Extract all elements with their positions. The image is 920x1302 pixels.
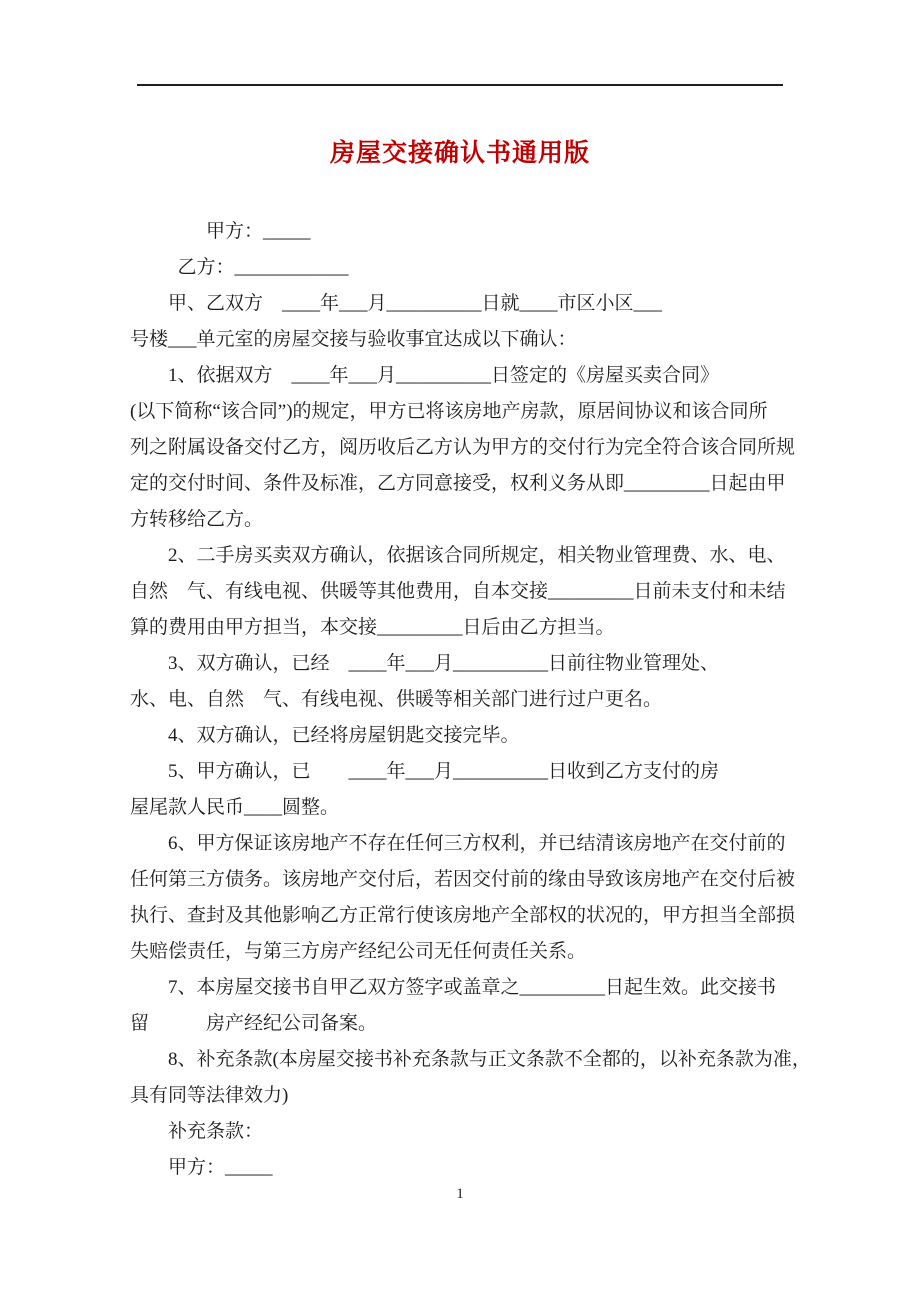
document-line: 6、甲方保证该房地产不存在任何三方权利，并已结清该房地产在交付前的 [168, 833, 786, 854]
page-number: 1 [456, 1186, 464, 1202]
document-line: 水、电、自然 气、有线电视、供暖等相关部门进行过户更名。 [130, 689, 663, 710]
header-rule [137, 84, 783, 86]
document-line: 乙方：____________ [177, 257, 349, 278]
document-title: 房屋交接确认书通用版 [329, 140, 590, 167]
document-line: 3、双方确认，已经 ____年___月__________日前往物业管理处、 [168, 653, 720, 674]
document-line: 屋尾款人民币____圆整。 [130, 797, 340, 818]
document-line: 5、甲方确认，已 ____年___月__________日收到乙方支付的房 [168, 761, 720, 782]
document-line: 甲方：_____ [206, 221, 311, 242]
document-line: 任何第三方债务。该房地产交付后，若因交付前的缘由导致该房地产在交付后被 [130, 869, 796, 890]
document-line: 方转移给乙方。 [130, 509, 264, 530]
document-line: 8、补充条款(本房屋交接书补充条款与正文条款不全都的，以补充条款为准， [168, 1049, 811, 1070]
document-line: 号楼___单元室的房屋交接与验收事宜达成以下确认： [130, 329, 577, 350]
document-line: 失赔偿责任，与第三方房产经纪公司无任何责任关系。 [130, 941, 587, 962]
document-line: 具有同等法律效力) [130, 1085, 289, 1106]
document-line: 7、本房屋交接书自甲乙双方签字或盖章之_________日起生效。此交接书 [168, 977, 777, 998]
document-line: 甲方：_____ [168, 1157, 273, 1178]
document-line: 自然 气、有线电视、供暖等其他费用，自本交接_________日前未支付和未结 [130, 581, 786, 602]
document-line: 执行、查封及其他影响乙方正常行使该房地产全部权的状况的，甲方担当全部损 [130, 905, 796, 926]
document-body [130, 214, 811, 1186]
document-line: 甲、乙双方 ____年___月__________日就____市区小区___ [168, 293, 663, 314]
document-line: 留 房产经纪公司备案。 [130, 1013, 378, 1034]
document-line: 算的费用由甲方担当，本交接_________日后由乙方担当。 [130, 617, 615, 638]
document-line: 2、二手房买卖双方确认，依据该合同所规定，相关物业管理费、水、电、 [168, 545, 786, 566]
document-line: 4、双方确认，已经将房屋钥匙交接完毕。 [168, 725, 520, 746]
document-line: 1、依据双方 ____年___月__________日签定的《房屋买卖合同》 [168, 365, 720, 386]
document-line: 列之附属设备交付乙方，阅历收后乙方认为甲方的交付行为完全符合该合同所规 [130, 437, 796, 458]
document-line: (以下简称“该合同”)的规定，甲方已将该房地产房款，原居间协议和该合同所 [130, 401, 768, 422]
document-line: 定的交付时间、条件及标准，乙方同意接受，权利义务从即_________日起由甲 [130, 473, 786, 494]
document-line: 补充条款： [168, 1121, 264, 1142]
